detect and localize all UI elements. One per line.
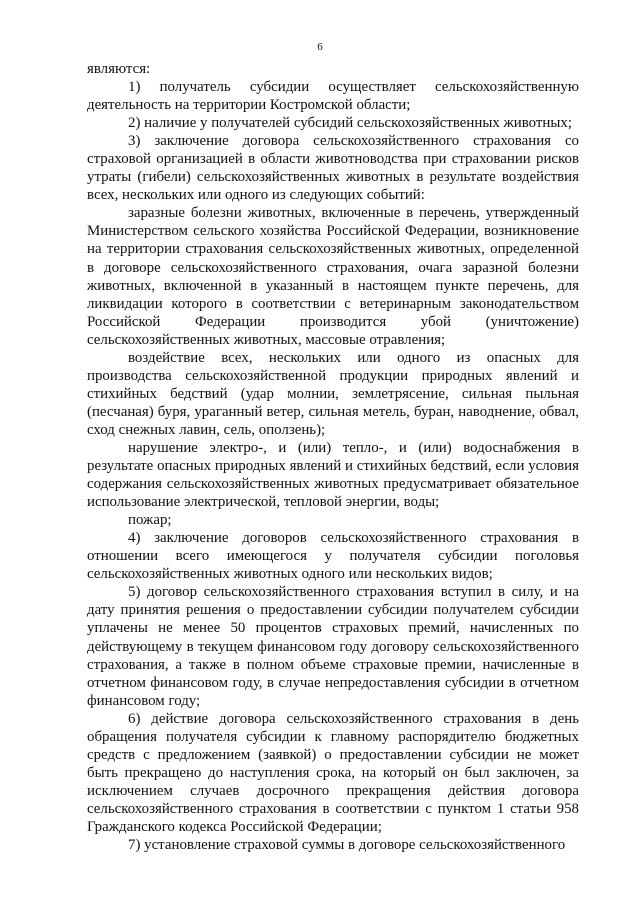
paragraph-event-diseases: заразные болезни животных, включенные в перечень, утвержденный Министерством сельского хозяйства Российской Федерации, возникновение на территории страхования сельскохозяйственных животных, определенной в договоре сельскохозяйственного страхования, очага заразной болезни животных, включенной в указанный в настоящем пункте перечень, для ликвидации которого в соответствии с ветеринарным законодательством Российской Федерации производится убой (уничтожение) сельскохозяйственных животных, массовые отравления; [87, 205, 579, 348]
paragraph-item-1: 1) получатель субсидии осуществляет сельскохозяйственную деятельность на территории Костромской области; [87, 79, 579, 114]
paragraph-intro: являются: [87, 61, 151, 77]
document-body [87, 60, 579, 854]
paragraph-event-fire: пожар; [128, 512, 172, 529]
paragraph-item-4: 4) заключение договоров сельскохозяйственного страхования в отношении всего имеющегося у получателя субсидии поголовья сельскохозяйственных животных одного или нескольких видов; [87, 530, 579, 583]
paragraph-item-6: 6) действие договора сельскохозяйственного страхования в день обращения получателя субсидии к главному распорядителю бюджетных средств с предложением (заявкой) о предоставлении субсидии не может быть прекращено до наступления срока, на который он был заключен, за исключением случаев досрочного прекращения действия договора сельскохозяйственного страхования в соответствии с пунктом 1 статьи 958 Гражданского кодекса Российской Федерации; [87, 710, 579, 835]
paragraph-item-2: 2) наличие у получателей субсидий сельскохозяйственных животных; [128, 115, 572, 132]
paragraph-item-3: 3) заключение договора сельскохозяйственного страхования со страховой организацией в области животноводства при страховании рисков утраты (гибели) сельскохозяйственных животных в результате воздействия всех, нескольких или одного из следующих событий: [87, 133, 579, 204]
paragraph-item-7: 7) установление страховой суммы в договоре сельскохозяйственного [128, 837, 566, 854]
paragraph-event-natural: воздействие всех, нескольких или одного из опасных для производства сельскохозяйственной продукции природных явлений и стихийных бедствий (удар молнии, землетрясение, сильная пыльная (песчаная) буря, ураганный ветер, сильная метель, буран, наводнение, обвал, сход снежных лавин, сель, оползень); [87, 349, 579, 438]
page-number: 6 [317, 41, 323, 53]
paragraph-item-5: 5) договор сельскохозяйственного страхования вступил в силу, и на дату принятия решения о предоставлении субсидии получателем субсидии уплачены не менее 50 процентов страховых премий, начисленных по действующему в текущем финансовом году договору сельскохозяйственного страхования, а также в полном объеме страховые премии, начисленные в отчетном финансовом году, в случае непредоставления субсидии в отчетном финансовом году; [87, 584, 579, 709]
paragraph-event-utilities: нарушение электро-, и (или) тепло-, и (или) водоснабжения в результате опасных природных явлений и стихийных бедствий, если условия содержания сельскохозяйственных животных предусматривает обязательное использование электрической, тепловой энергии, воды; [87, 439, 579, 511]
